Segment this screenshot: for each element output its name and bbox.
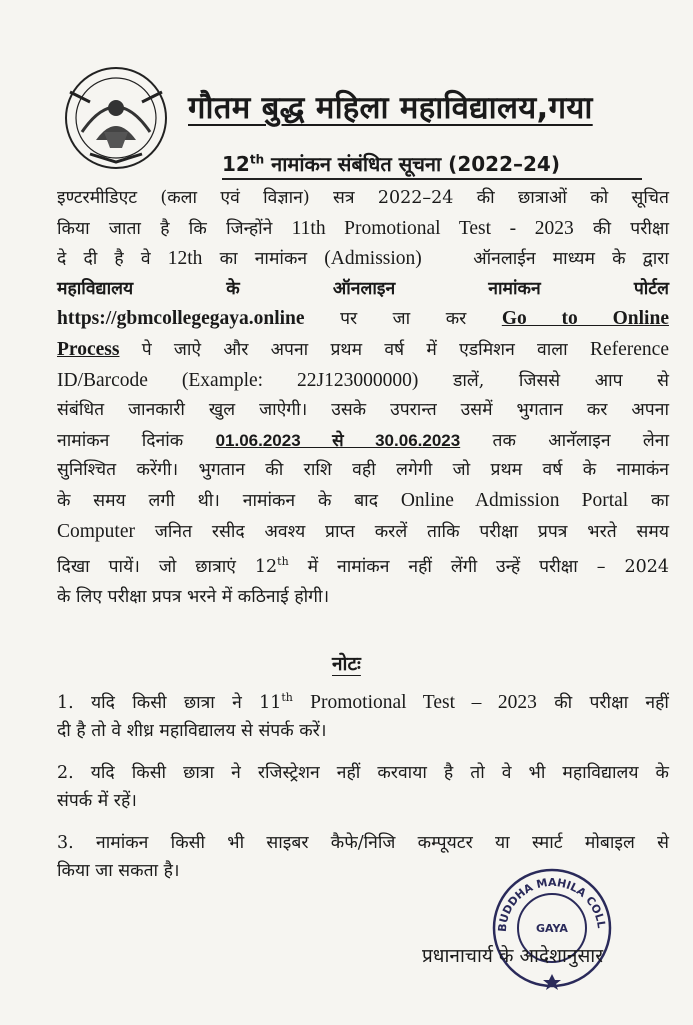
seal-text-center: GAYA bbox=[536, 922, 568, 935]
college-emblem-icon bbox=[60, 62, 172, 174]
signoff-text: प्रधानाचार्य के आदेशानुसार bbox=[422, 945, 603, 967]
admission-date-range: 01.06.2023 से 30.06.2023 bbox=[215, 430, 461, 450]
body-line: के समय लगी थी। नामांकन के बाद Online Admission Portal का bbox=[57, 489, 669, 511]
notice-heading-sup: th bbox=[249, 152, 265, 167]
body-line: के लिए परीक्षा प्रपत्र भरने में कठिनाई होगी। bbox=[57, 586, 330, 607]
body-line: दिखा पायें। जो छात्राएं 12th में नामांकन नहीं लेंगी उन्हें परीक्षा – 2024 bbox=[57, 555, 669, 577]
body-line: किया जाता है कि जिन्होंने 11th Promotional Test - 2023 की परीक्षा bbox=[57, 217, 669, 239]
body-line: https://gbmcollegegaya.online पर जा कर Go to Online bbox=[57, 308, 669, 330]
college-name: गौतम बुद्ध महिला महाविद्यालय,गया bbox=[188, 90, 593, 126]
notice-heading bbox=[222, 150, 642, 180]
college-seal-stamp-icon bbox=[486, 862, 618, 994]
body-line: ID/Barcode (Example: 22J123000000) डालें, जिससे आप से bbox=[57, 369, 669, 391]
go-to-online-text: Go to Online bbox=[501, 308, 669, 330]
notice-body bbox=[57, 184, 669, 612]
notice-heading-text: नामांकन संबंधित सूचना (2022–24) bbox=[264, 152, 560, 176]
note-heading: नोटः bbox=[332, 653, 361, 675]
admission-portal-link[interactable]: https://gbmcollegegaya.online bbox=[57, 308, 305, 330]
body-line: Process पे जाऐ और अपना प्रथम वर्ष में एडमिशन वाला Reference bbox=[57, 338, 669, 360]
body-line: इण्टरमीडिएट (कला एवं विज्ञान) सत्र 2022–24 की छात्राओं को सूचित bbox=[57, 188, 669, 208]
body-line: महाविद्यालय के ऑनलाइन नामांकन पोर्टल bbox=[57, 278, 669, 299]
body-line: नामांकन दिनांक 01.06.2023 से 30.06.2023 तक आनॅलाइन लेना bbox=[57, 430, 669, 451]
note-item: 2. यदि किसी छात्रा ने रजिस्ट्रेशन नहीं करवाया है तो वे भी महाविद्यालय के संपर्क में रहें। bbox=[57, 762, 669, 811]
body-line: Computer जनित रसीद अवश्य प्राप्त करलें ताकि परीक्षा प्रपत्र भरते समय bbox=[57, 520, 669, 542]
note-item: 3. नामांकन किसी भी साइबर कैफे/निजि कम्पूयटर या स्मार्ट मोबाइल से किया जा सकता है। bbox=[57, 832, 669, 881]
body-line: संबंधित जानकारी खुल जाऐगी। उसके उपरान्त उसमें भुगतान कर अपना bbox=[57, 400, 669, 421]
note-item: 1. यदि किसी छात्रा ने 11th Promotional Test – 2023 की परीक्षा नहीं दी है तो वे शीध्र महाविद्यालय से संपर्क करें। bbox=[57, 691, 669, 741]
seal-text-top: BUDDHA MAHILA COLL bbox=[495, 875, 608, 933]
body-line: दे दी है वे 12th का नामांकन (Admission) ऑनलाईन माध्यम के द्वारा bbox=[57, 248, 669, 270]
body-line: सुनिश्चित करेंगी। भुगतान की राशि वही लगेगी जो प्रथम वर्ष के नामाकंन bbox=[57, 460, 669, 481]
notice-heading-number: 12 bbox=[222, 152, 250, 176]
